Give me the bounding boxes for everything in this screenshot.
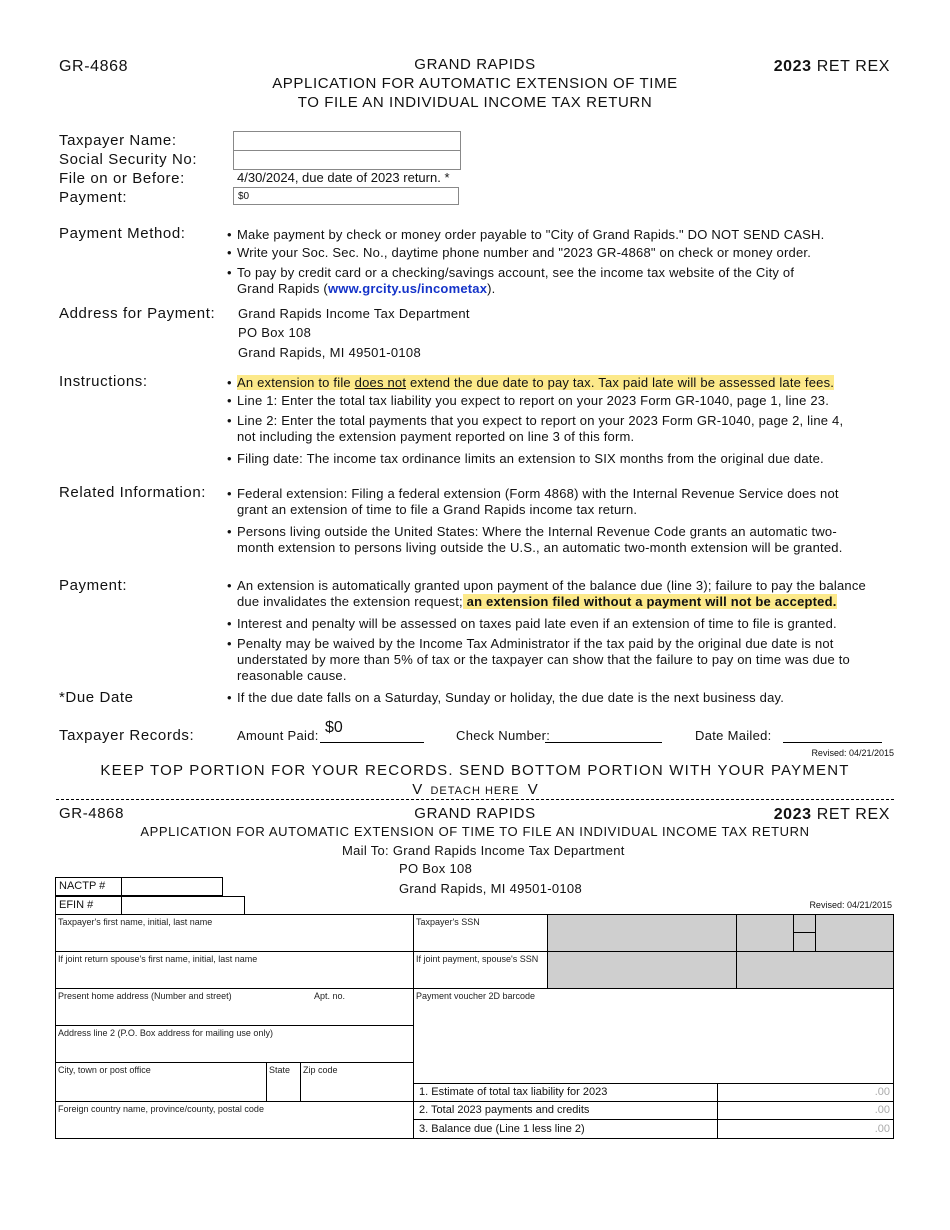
form-year: 2023 (773, 58, 812, 75)
taxpayer-ssn-label-cell: Taxpayer's SSN (413, 914, 548, 952)
address-line-3: Grand Rapids, MI 49501-0108 (238, 345, 421, 360)
address-label: Address for Payment: (59, 305, 216, 322)
form-title-line2: TO FILE AN INDIVIDUAL INCOME TAX RETURN (297, 94, 653, 111)
mail-line-2: PO Box 108 (399, 861, 473, 876)
efin-input[interactable] (121, 896, 245, 915)
form-year-code (774, 57, 890, 76)
city-title: GRAND RAPIDS (414, 56, 536, 73)
instructions-label: Instructions: (59, 373, 148, 390)
foreign-address-field[interactable]: Foreign country name, province/county, postal code (55, 1101, 414, 1139)
income-tax-website-link[interactable]: www.grcity.us/incometax (327, 281, 488, 296)
ssn-tick-1 (793, 914, 816, 933)
address-line-1: Grand Rapids Income Tax Department (238, 306, 470, 321)
date-mailed-label: Date Mailed: (695, 728, 772, 743)
amount-paid-label: Amount Paid: (237, 728, 319, 743)
barcode-area: Payment voucher 2D barcode (413, 988, 894, 1084)
detach-here: V DETACH HERE V (412, 781, 538, 798)
home-address-field[interactable]: Present home address (Number and street) Apt. no. (55, 988, 414, 1026)
payment-label: Payment: (59, 189, 128, 206)
first-name-field[interactable]: Taxpayer's first name, initial, last name (55, 914, 414, 952)
related-bullet-2: • Persons living outside the United States: Where the Internal Revenue Code grants an automatic two- month extension to persons living outside the U.S., an automatic two-month extension will be granted. (227, 524, 843, 555)
zip-field[interactable]: Zip code (300, 1062, 414, 1102)
line-1-amount[interactable]: .00 (717, 1083, 894, 1102)
keep-top-portion-text: KEEP TOP PORTION FOR YOUR RECORDS. SEND BOTTOM PORTION WITH YOUR PAYMENT (100, 762, 850, 779)
taxpayer-name-input[interactable] (233, 131, 461, 151)
form-title-line1: APPLICATION FOR AUTOMATIC EXTENSION OF TIME (272, 75, 678, 92)
instructions-bullet-3: • Line 2: Enter the total payments that you expect to report on your 2023 Form GR-1040, page 2, line 4, not including the extension payment reported on line 3 of this form. (227, 413, 844, 444)
line-3-label: 3. Balance due (Line 1 less line 2) (413, 1119, 718, 1139)
spouse-ssn-box-2[interactable] (736, 951, 894, 989)
voucher-city: GRAND RAPIDS (414, 805, 536, 822)
voucher-year-code: 2023 RET REX (773, 806, 890, 823)
ssn-input[interactable] (233, 150, 461, 170)
detach-arrow-left: V (412, 781, 423, 798)
revised-date-top: Revised: 04/21/2015 (811, 748, 894, 758)
related-info-label: Related Information: (59, 484, 207, 501)
payment-method-bullet-3: • To pay by credit card or a checking/savings account, see the income tax website of the City of Grand Rapids (www.grcity.us/incometax). (227, 265, 795, 296)
file-on-before-label: File on or Before: (59, 170, 185, 187)
taxpayer-name-label: Taxpayer Name: (59, 132, 177, 149)
related-bullet-1: • Federal extension: Filing a federal extension (Form 4868) with the Internal Revenue Service does not grant an extension of time to file a Grand Rapids income tax return. (227, 486, 839, 517)
form-number: GR-4868 (59, 58, 129, 75)
instructions-bullet-2: • Line 1: Enter the total tax liability you expect to report on your 2023 Form GR-1040, page 1, line 23. (227, 393, 830, 408)
detach-line (56, 799, 894, 800)
amount-paid-field[interactable] (320, 740, 424, 743)
due-date-label: *Due Date (59, 689, 134, 706)
mail-line-3: Grand Rapids, MI 49501-0108 (399, 881, 582, 896)
taxpayer-ssn-box-1[interactable] (547, 914, 737, 952)
payment-method-label: Payment Method: (59, 225, 186, 242)
mail-to: Mail To: Grand Rapids Income Tax Department (342, 843, 625, 858)
payment-bullet-3: • Penalty may be waived by the Income Tax Administrator if the tax paid by the original due date is not understated by more than 5% of tax or the taxpayer can show that the failure to pay on time was due to reasonable cause. (227, 636, 850, 683)
payment-section-label: Payment: (59, 577, 128, 594)
payment-bullet-2: • Interest and penalty will be assessed on taxes paid late even if an extension of time to file is granted. (227, 616, 837, 631)
records-label: Taxpayer Records: (59, 727, 195, 744)
voucher-title: APPLICATION FOR AUTOMATIC EXTENSION OF TIME TO FILE AN INDIVIDUAL INCOME TAX RETURN (140, 824, 810, 839)
nactp-label: NACTP # (55, 877, 122, 896)
spouse-ssn-box-1[interactable] (547, 951, 737, 989)
check-number-label: Check Number: (456, 728, 551, 743)
detach-arrow-right: V (527, 781, 538, 798)
ssn-label: Social Security No: (59, 151, 198, 168)
due-date-bullet: • If the due date falls on a Saturday, Sunday or holiday, the due date is the next business day. (227, 690, 785, 705)
line-3-amount[interactable]: .00 (717, 1119, 894, 1139)
date-mailed-field[interactable] (783, 740, 882, 743)
efin-label: EFIN # (55, 896, 122, 915)
nactp-input[interactable] (121, 877, 223, 896)
line-2-amount[interactable]: .00 (717, 1101, 894, 1120)
payment-method-bullet-2: • Write your Soc. Sec. No., daytime phone number and "2023 GR-4868" on check or money order. (227, 245, 812, 260)
revised-date-voucher: Revised: 04/21/2015 (809, 900, 892, 910)
instructions-bullet-1: • An extension to file does not extend the due date to pay tax. Tax paid late will be assessed late fees. (227, 375, 835, 390)
line-2-label: 2. Total 2023 payments and credits (413, 1101, 718, 1120)
address2-field[interactable]: Address line 2 (P.O. Box address for mailing use only) (55, 1025, 414, 1063)
apt-label: Apt. no. (314, 991, 346, 1001)
form-code: RET REX (816, 58, 890, 75)
spouse-ssn-label-cell: If joint payment, spouse's SSN (413, 951, 548, 989)
line-1-label: 1. Estimate of total tax liability for 2023 (413, 1083, 718, 1102)
amount-paid-value: $0 (325, 719, 343, 736)
address-line-2: PO Box 108 (238, 325, 312, 340)
instructions-bullet-4: • Filing date: The income tax ordinance limits an extension to SIX months from the original due date. (227, 451, 824, 466)
file-on-before-value: 4/30/2024, due date of 2023 return. * (237, 170, 450, 185)
payment-bullet-1: • An extension is automatically granted upon payment of the balance due (line 3); failure to pay the balance due invalidates the extension request; an extension filed without a payment will not be accepted. (227, 578, 866, 609)
payment-method-bullet-1: • Make payment by check or money order payable to "City of Grand Rapids." DO NOT SEND CASH. (227, 227, 825, 242)
voucher-form-number: GR-4868 (59, 805, 125, 822)
spouse-name-field[interactable]: If joint return spouse's first name, initial, last name (55, 951, 414, 989)
check-number-field[interactable] (545, 740, 662, 743)
ssn-tick-2 (793, 932, 816, 952)
city-field[interactable]: City, town or post office (55, 1062, 267, 1102)
state-field[interactable]: State (266, 1062, 301, 1102)
payment-input[interactable]: $0 (233, 187, 459, 205)
